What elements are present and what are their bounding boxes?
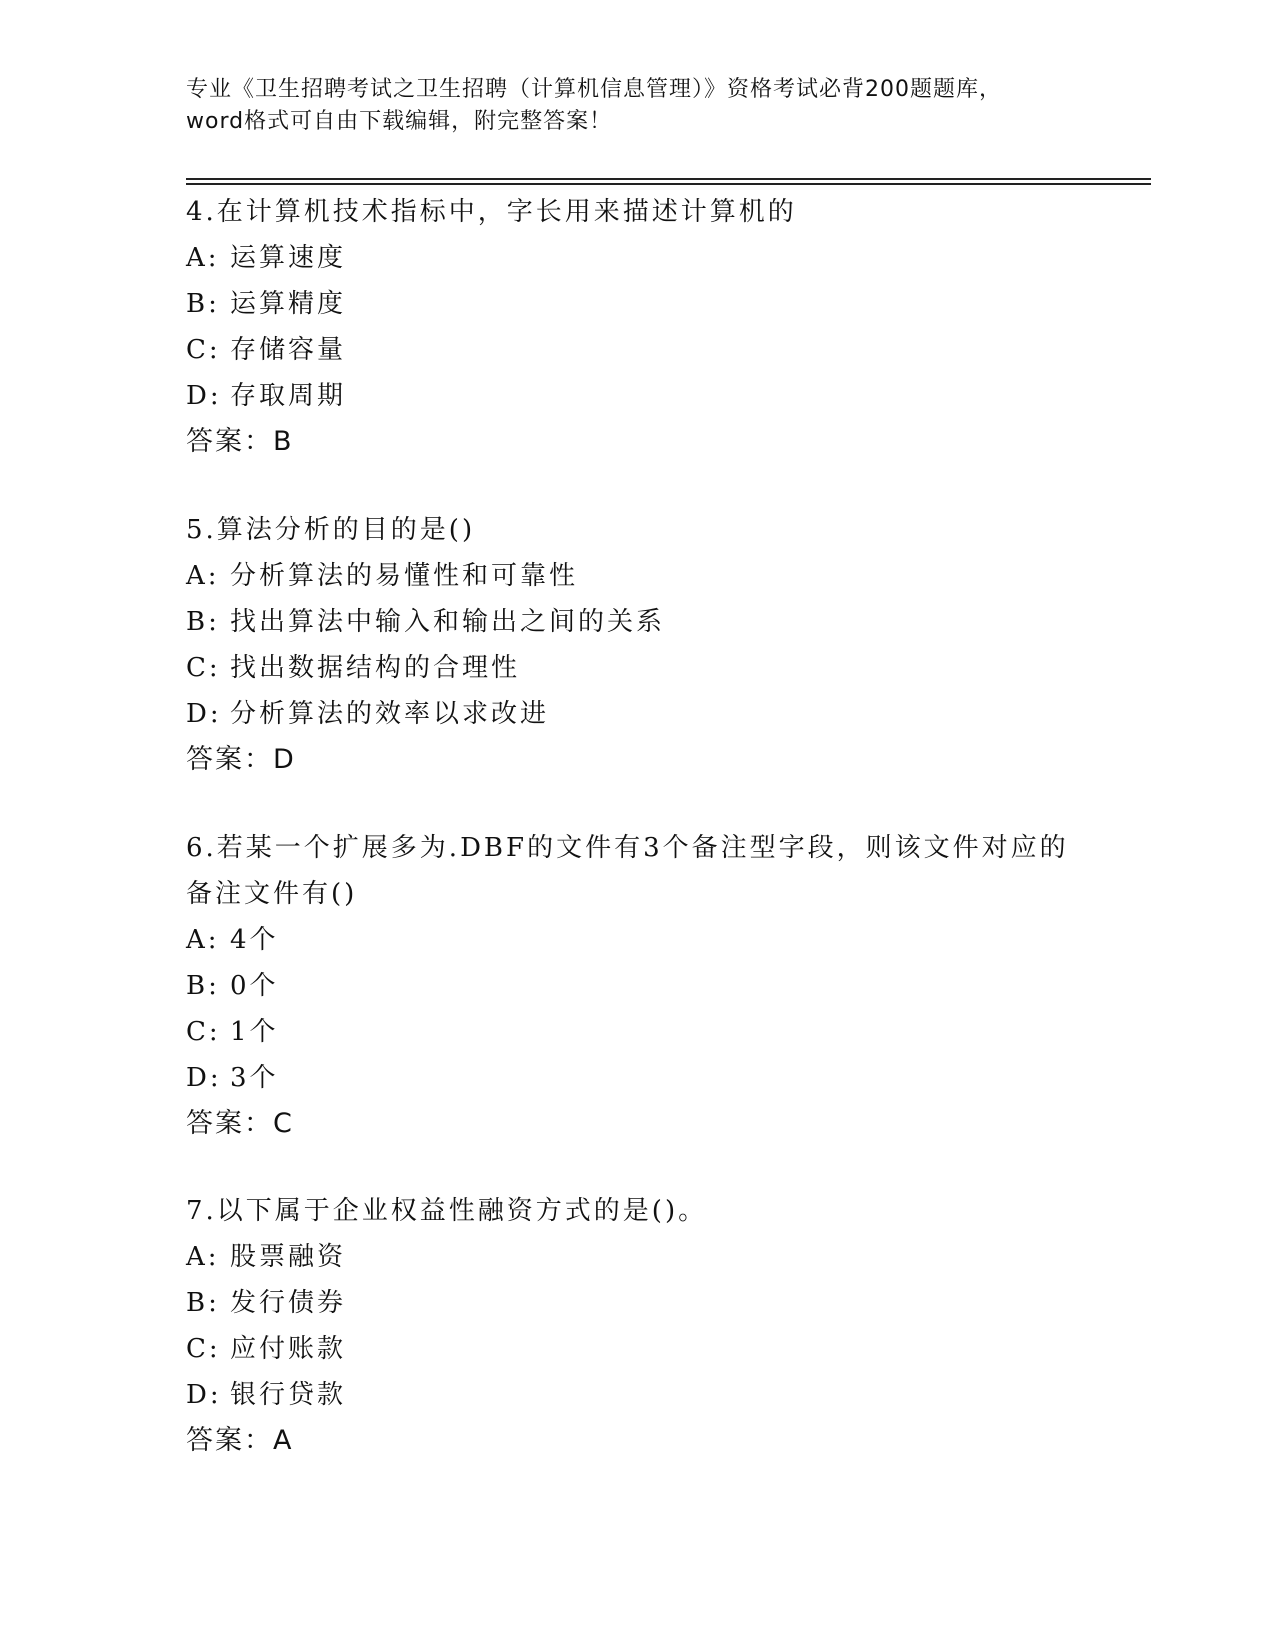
- option-text: 运算速度: [230, 243, 347, 273]
- option-key: A:: [186, 1242, 220, 1272]
- option-d: [186, 1372, 1086, 1418]
- option-text: 找出数据结构的合理性: [230, 653, 521, 683]
- option-b: [186, 281, 1086, 327]
- option-key: A:: [186, 243, 220, 273]
- question-block: [186, 825, 1086, 1147]
- header-line-2: word格式可自由下载编辑，附完整答案！: [186, 109, 613, 134]
- answer-label: 答案：D: [186, 744, 296, 775]
- option-c: [186, 1326, 1086, 1372]
- option-c: [186, 327, 1086, 373]
- question-stem: 7.以下属于企业权益性融资方式的是()。: [186, 1196, 708, 1226]
- question-block: [186, 1188, 1086, 1464]
- header-divider-bottom: [186, 183, 1151, 185]
- option-key: C:: [186, 1334, 221, 1364]
- option-text: 存储容量: [230, 335, 347, 365]
- option-key: D:: [186, 381, 222, 411]
- header-divider-top: [186, 178, 1151, 180]
- question-stem-continued: 备注文件有(): [186, 879, 358, 909]
- option-key: B:: [186, 289, 220, 319]
- option-text: 4个: [230, 925, 279, 955]
- option-b: [186, 963, 1086, 1009]
- option-b: [186, 599, 1086, 645]
- option-d: [186, 691, 1086, 737]
- option-text: 银行贷款: [230, 1380, 347, 1410]
- option-key: D:: [186, 1063, 222, 1093]
- option-a: [186, 235, 1086, 281]
- option-key: C:: [186, 1017, 221, 1047]
- option-text: 分析算法的效率以求改进: [230, 699, 550, 729]
- option-text: 运算精度: [230, 289, 347, 319]
- option-text: 3个: [230, 1063, 279, 1093]
- option-text: 1个: [230, 1017, 279, 1047]
- option-a: [186, 1234, 1086, 1280]
- question-block: [186, 507, 1086, 783]
- option-text: 0个: [230, 971, 279, 1001]
- option-key: C:: [186, 335, 221, 365]
- option-b: [186, 1280, 1086, 1326]
- question-stem: 4.在计算机技术指标中，字长用来描述计算机的: [186, 197, 797, 227]
- option-key: B:: [186, 1288, 220, 1318]
- option-key: D:: [186, 1380, 222, 1410]
- option-key: A:: [186, 925, 220, 955]
- option-key: C:: [186, 653, 221, 683]
- answer-label: 答案：B: [186, 426, 294, 457]
- option-a: [186, 917, 1086, 963]
- option-text: 股票融资: [230, 1242, 347, 1272]
- question-block: [186, 189, 1086, 465]
- option-d: [186, 1055, 1086, 1101]
- option-key: B:: [186, 971, 220, 1001]
- option-c: [186, 1009, 1086, 1055]
- answer-label: 答案：C: [186, 1108, 294, 1139]
- question-stem: 5.算法分析的目的是(): [186, 515, 476, 545]
- option-c: [186, 645, 1086, 691]
- option-key: B:: [186, 607, 220, 637]
- answer-label: 答案：A: [186, 1425, 294, 1456]
- option-text: 存取周期: [230, 381, 347, 411]
- option-text: 分析算法的易懂性和可靠性: [230, 561, 579, 591]
- option-key: D:: [186, 699, 222, 729]
- question-stem: 6.若某一个扩展多为.DBF的文件有3个备注型字段，则该文件对应的: [186, 833, 1069, 863]
- option-text: 应付账款: [230, 1334, 347, 1364]
- option-key: A:: [186, 561, 220, 591]
- document-header: [186, 74, 1086, 138]
- option-text: 发行债券: [230, 1288, 347, 1318]
- option-text: 找出算法中输入和输出之间的关系: [230, 607, 666, 637]
- option-a: [186, 553, 1086, 599]
- header-line-1: 专业《卫生招聘考试之卫生招聘（计算机信息管理）》资格考试必背200题题库，: [186, 77, 1002, 102]
- option-d: [186, 373, 1086, 419]
